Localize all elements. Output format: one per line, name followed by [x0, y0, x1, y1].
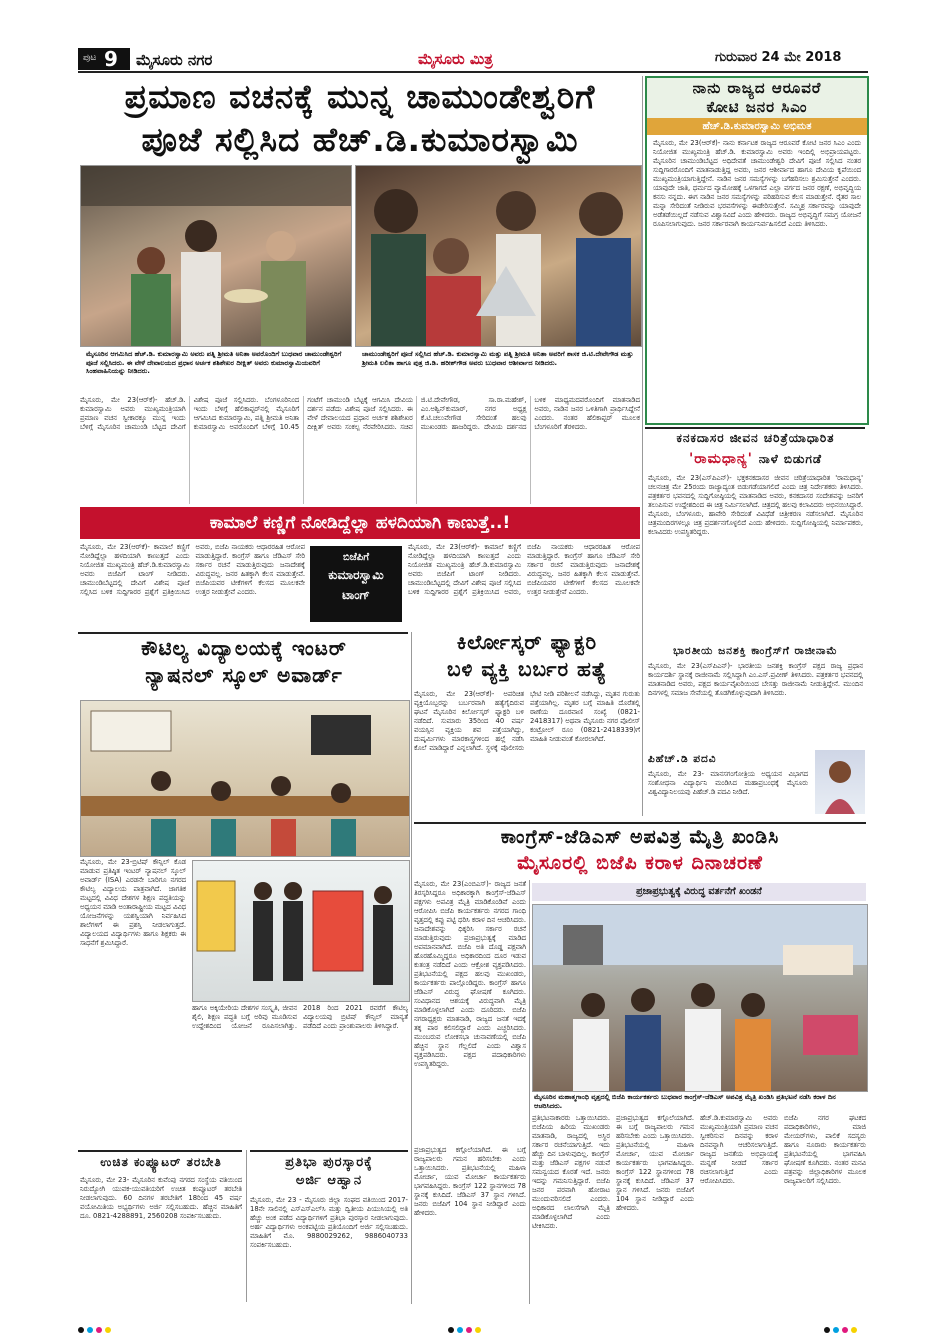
jaundice-tag-3: ಟಾಂಗ್ [342, 588, 370, 602]
column-separator [411, 632, 412, 1304]
phd-headline: ಪಿಹೆಚ್.ಡಿ ಪದವಿ [648, 753, 717, 765]
kanaka-headline: ಕನಕದಾಸರ ಜೀವನ ಚರಿತ್ರೆಯಾಧಾರಿತ [676, 431, 835, 445]
masthead-rule [78, 71, 868, 73]
prathibha-headline-line-1: ಪ್ರತಿಭಾ ಪುರಸ್ಕಾರಕ್ಕೆ [285, 1155, 373, 1170]
prathibha-headline [250, 1156, 408, 1187]
page-number-badge [78, 48, 130, 70]
protest-col-lead: ಪ್ರಜಾಪ್ರಭುತ್ವದ ಕಗ್ಗೊಲೆಯಾಗಿದೆ. ಈ ಬಗ್ಗೆ ರಾಜ್ಯಪಾಲರು ಗಮನ ಹರಿಸಬೇಕು ಎಂದು ಒತ್ತಾಯಿಸಿದರು. ಪ್ರತಿಭಟನೆಯಲ್ಲಿ ಮಹಿಳಾ ಮೋರ್ಚಾ, ಯುವ ಮೋರ್ಚಾ ಕಾರ್ಯಕರ್ತರು ಭಾಗವಹಿಸಿದ್ದರು. ಕಾಂಗ್ರೆಸ್ 122 ಸ್ಥಾನಗಳಿಂದ 78 ಸ್ಥಾನಕ್ಕೆ ಕುಸಿದಿದೆ. ಜೆಡಿಎಸ್ 37 ಸ್ಥಾನ ಗಳಿಸಿದೆ. ಜನರು ಬಿಜೆಪಿಗೆ 104 ಸ್ಥಾನ ನೀಡಿದ್ದಾರೆ ಎಂದು ಹೇಳಿದರು. [414, 1146, 526, 1217]
jaundice-body-right: ಮೈಸೂರು, ಮೇ 23(ಆರ್‌ಕೆ)- ಕಾಮಾಲೆ ಕಣ್ಣಿಗೆ ನೋಡಿದ್ದೆಲ್ಲಾ ಹಳದಿಯಾಗಿ ಕಾಣುತ್ತದೆ ಎಂದು ನಿಯೋಜಿತ ಮುಖ್ಯಮಂತ್ರಿ ಹೆಚ್.ಡಿ.ಕುಮಾರಸ್ವಾಮಿ ಅವರು ಬಿಜೆಪಿಗೆ ಟಾಂಗ್ ನೀಡಿದರು. ಚಾಮುಂಡಿಬೆಟ್ಟದಲ್ಲಿ ದೇವಿಗೆ ವಿಶೇಷ ಪೂಜೆ ಸಲ್ಲಿಸಿದ ಬಳಿಕ ಸುದ್ದಿಗಾರರ ಪ್ರಶ್ನೆಗೆ ಪ್ರತಿಕ್ರಿಯಿಸಿದ ಅವರು, ಬಿಜೆಪಿ ನಾಯಕರು ಆಧಾರರಹಿತ ಆರೋಪ ಮಾಡುತ್ತಿದ್ದಾರೆ. ಕಾಂಗ್ರೆಸ್ ಹಾಗೂ ಜೆಡಿಎಸ್ ಸೇರಿ ಸರ್ಕಾರ ರಚನೆ ಮಾಡುತ್ತಿರುವುದು ಜನಾದೇಶಕ್ಕೆ ವಿರುದ್ಧವಲ್ಲ. ಜನರ ಹಿತಕ್ಕಾಗಿ ಕೆಲಸ ಮಾಡುತ್ತೇವೆ. ಬಿಜೆಪಿಯವರ ಟೀಕೆಗಳಿಗೆ ಕೆಲಸದ ಮೂಲಕವೇ ಉತ್ತರ ನೀಡುತ್ತೇವೆ ಎಂದರು. [408, 543, 640, 596]
kanaka-body: ಮೈಸೂರು, ಮೇ 23(ಎಸ್‌ಪಿಎನ್)- ಭಕ್ತಕನಕದಾಸರ ಜೀವನ ಚರಿತ್ರೆಯಾಧಾರಿತ 'ರಾಮಧಾನ್ಯ' ಚಲನಚಿತ್ರ ಮೇ 25ರಂದು ರಾಜ್ಯಾದ್ಯಂತ ಬಿಡುಗಡೆಯಾಗಲಿದೆ ಎಂದು ಚಿತ್ರ ನಿರ್ದೇಶಕರು ತಿಳಿಸಿದರು. ಪತ್ರಕರ್ತರ ಭವನದಲ್ಲಿ ಸುದ್ದಿಗೋಷ್ಠಿಯಲ್ಲಿ ಮಾತನಾಡಿದ ಅವರು, ಕನಕದಾಸರ ಸಂದೇಶವನ್ನು ಜನರಿಗೆ ತಲುಪಿಸುವ ಉದ್ದೇಶದಿಂದ ಈ ಚಿತ್ರ ನಿರ್ಮಿಸಲಾಗಿದೆ. ಚಿತ್ರದಲ್ಲಿ ಹಲವು ಕಲಾವಿದರು ಅಭಿನಯಿಸಿದ್ದಾರೆ. ಮೈಸೂರು, ಬೆಂಗಳೂರು, ಹಾವೇರಿ ಸೇರಿದಂತೆ ವಿವಿಧೆಡೆ ಚಿತ್ರೀಕರಣ ನಡೆಸಲಾಗಿದೆ. ಮೈಸೂರಿನ ಚಿತ್ರಮಂದಿರಗಳಲ್ಲೂ ಚಿತ್ರ ಪ್ರದರ್ಶನಗೊಳ್ಳಲಿದೆ ಎಂದು ಹೇಳಿದರು. ಸುದ್ದಿಗೋಷ್ಠಿಯಲ್ಲಿ ನಿರ್ಮಾಪಕರು, ಕಲಾವಿದರು ಉಪಸ್ಥಿತರಿದ್ದರು. [648, 474, 863, 536]
jaundice-tag-box [310, 546, 402, 622]
phd-portrait [815, 750, 865, 814]
sidebar-headline-line-2: ಕೋಟಿ ಜನರ ಸಿಎಂ [706, 97, 808, 116]
bharatiya-body: ಮೈಸೂರು, ಮೇ 23(ಎಸ್‌ಪಿಎನ್)- ಭಾರತೀಯ ಜನಶಕ್ತಿ ಕಾಂಗ್ರೆಸ್ ಪಕ್ಷದ ರಾಜ್ಯ ಪ್ರಧಾನ ಕಾರ್ಯದರ್ಶಿ ಸ್ಥಾನಕ್ಕೆ ರಾಜೀನಾಮೆ ಸಲ್ಲಿಸಿದ್ದಾಗಿ ಎಂ.ಎಸ್.ಪ್ರವೀಣ್ ತಿಳಿಸಿದರು. ಪತ್ರಕರ್ತರ ಭವನದಲ್ಲಿ ಮಾತನಾಡಿದ ಅವರು, ಪಕ್ಷದ ಕಾರ್ಯವೈಖರಿಯಿಂದ ಬೇಸತ್ತು ರಾಜೀನಾಮೆ ನೀಡುತ್ತಿದ್ದೇನೆ. ಮುಂದಿನ ದಿನಗಳಲ್ಲಿ ಸಮಾಜ ಸೇವೆಯಲ್ಲಿ ತೊಡಗಿಕೊಳ್ಳುವುದಾಗಿ ತಿಳಿಸಿದರು. [648, 662, 863, 697]
protest-col-d: ಬಿಜೆಪಿ ನಗರ ಘಟಕದ ಪದಾಧಿಕಾರಿಗಳು, ಮಾಜಿ ಮೇಯರ್‌ಗಳು, ಪಾಲಿಕೆ ಸದಸ್ಯರು ಹಾಗೂ ನೂರಾರು ಕಾರ್ಯಕರ್ತರು ಪ್ರತಿಭಟನೆಯಲ್ಲಿ ಭಾಗವಹಿಸಿ ಘೋಷಣೆ ಕೂಗಿದರು. ನಂತರ ಮನವಿ ಪತ್ರವನ್ನು ಜಿಲ್ಲಾಧಿಕಾರಿಗಳ ಮೂಲಕ ರಾಜ್ಯಪಾಲರಿಗೆ ಸಲ್ಲಿಸಿದರು. [784, 1114, 866, 1185]
protest-headline-line-1: ಕಾಂಗ್ರೆಸ್-ಜೆಡಿಎಸ್ ಅಪವಿತ್ರ ಮೈತ್ರಿ ಖಂಡಿಸಿ [500, 826, 780, 848]
protest-subhead: ಪ್ರಜಾಪ್ರಭುತ್ವಕ್ಕೆ ವಿರುದ್ಧ ವರ್ತನೆಗೆ ಖಂಡನೆ [636, 886, 762, 897]
kanaka-highlight: 'ರಾಮಧಾನ್ಯ' [688, 451, 753, 467]
kirloskar-headline-line-1: ಕಿರ್ಲೋಸ್ಕರ್ ಫ್ಯಾಕ್ಟರಿ [456, 630, 598, 654]
column-separator [529, 880, 530, 1304]
jaundice-banner [80, 507, 640, 539]
protest-col-c: ಹೆಚ್.ಡಿ.ಕುಮಾರಸ್ವಾಮಿ ಅವರು ಮುಖ್ಯಮಂತ್ರಿಯಾಗಿ ಪ್ರಮಾಣ ವಚನ ಸ್ವೀಕರಿಸುವ ದಿನವನ್ನು ಕರಾಳ ದಿನವನ್ನಾಗಿ ಆಚರಿಸಲಾಗುತ್ತಿದೆ. ರಾಜ್ಯದ ಜನತೆಯ ಅಭಿಪ್ರಾಯಕ್ಕೆ ಮನ್ನಣೆ ನೀಡದೆ ಸರ್ಕಾರ ರಚಿಸಲಾಗುತ್ತಿದೆ ಎಂದು ಆರೋಪಿಸಿದರು. [700, 1114, 778, 1185]
column-separator [246, 1150, 247, 1302]
kautilya-headline-line-2: ನ್ಯಾಷನಲ್ ಸ್ಕೂಲ್ ಅವಾರ್ಡ್ [145, 663, 343, 687]
kautilya-photo-classroom [80, 700, 410, 857]
protest-body: ಮೈಸೂರು, ಮೇ 23(ಎಂಬಿಎಸ್)- ರಾಜ್ಯದ ಜನತೆ ತಿರಸ್ಕರಿಸಿದ್ದರೂ ಅಧಿಕಾರಕ್ಕಾಗಿ ಕಾಂಗ್ರೆಸ್-ಜೆಡಿಎಸ್ ಪಕ್ಷಗಳು ಅಪವಿತ್ರ ಮೈತ್ರಿ ಮಾಡಿಕೊಂಡಿವೆ ಎಂದು ಆರೋಪಿಸಿ ಬಿಜೆಪಿ ಕಾರ್ಯಕರ್ತರು ನಗರದ ಗಾಂಧಿ ವೃತ್ತದಲ್ಲಿ ಕಪ್ಪು ಪಟ್ಟಿ ಧರಿಸಿ ಕರಾಳ ದಿನ ಆಚರಿಸಿದರು. ಜನಾದೇಶವನ್ನು ಧಿಕ್ಕರಿಸಿ ಸರ್ಕಾರ ರಚನೆ ಮಾಡುತ್ತಿರುವುದು ಪ್ರಜಾಪ್ರಭುತ್ವಕ್ಕೆ ಮಾಡಿದ ಅಪಮಾನವಾಗಿದೆ. ಬಿಜೆಪಿ ಅತಿ ದೊಡ್ಡ ಪಕ್ಷವಾಗಿ ಹೊರಹೊಮ್ಮಿದ್ದರೂ ಅಧಿಕಾರದಿಂದ ದೂರ ಇಡುವ ಕುತಂತ್ರ ನಡೆದಿದೆ ಎಂದು ಆಕ್ರೋಶ ವ್ಯಕ್ತಪಡಿಸಿದರು. ಪ್ರತಿಭಟನೆಯಲ್ಲಿ ಪಕ್ಷದ ಹಲವು ಮುಖಂಡರು, ಕಾರ್ಯಕರ್ತರು ಪಾಲ್ಗೊಂಡಿದ್ದರು. ಕಾಂಗ್ರೆಸ್ ಹಾಗೂ ಜೆಡಿಎಸ್ ವಿರುದ್ಧ ಘೋಷಣೆ ಕೂಗಿದರು. ಸಂವಿಧಾನದ ಆಶಯಕ್ಕೆ ವಿರುದ್ಧವಾಗಿ ಮೈತ್ರಿ ಮಾಡಿಕೊಳ್ಳಲಾಗಿದೆ ಎಂದು ದೂರಿದರು. ಬಿಜೆಪಿ ನಗರಾಧ್ಯಕ್ಷರು ಮಾತನಾಡಿ, ರಾಜ್ಯದ ಜನತೆ ಇದಕ್ಕೆ ತಕ್ಕ ಪಾಠ ಕಲಿಸಲಿದ್ದಾರೆ ಎಂದು ಎಚ್ಚರಿಸಿದರು. ಮುಂಬರುವ ಲೋಕಸಭಾ ಚುನಾವಣೆಯಲ್ಲಿ ಬಿಜೆಪಿ ಹೆಚ್ಚಿನ ಸ್ಥಾನ ಗೆಲ್ಲಲಿದೆ ಎಂದು ವಿಶ್ವಾಸ ವ್ಯಕ್ತಪಡಿಸಿದರು. ಪಕ್ಷದ ಪದಾಧಿಕಾರಿಗಳು ಉಪಸ್ಥಿತರಿದ್ದರು. [414, 880, 526, 1068]
registration-dots-right [824, 1318, 860, 1337]
page-label: ಪುಟ [83, 53, 97, 63]
lead-body: ಮೈಸೂರು, ಮೇ 23(ಆರ್‌ಕೆ)- ಹೆಚ್.ಡಿ. ಕುಮಾರಸ್ವಾಮಿ ಅವರು ಮುಖ್ಯಮಂತ್ರಿಯಾಗಿ ಪ್ರಮಾಣ ವಚನ ಸ್ವೀಕಾರಕ್ಕೂ ಮುನ್ನ ಇಂದು ಬೆಳಿಗ್ಗೆ ಮೈಸೂರಿನ ಚಾಮುಂಡಿ ಬೆಟ್ಟದ ದೇವಿಗೆ ವಿಶೇಷ ಪೂಜೆ ಸಲ್ಲಿಸಿದರು. ಬೆಂಗಳೂರಿನಿಂದ ಇಂದು ಬೆಳಿಗ್ಗೆ ಹೆಲಿಕಾಪ್ಟರ್‌ನಲ್ಲಿ ಮೈಸೂರಿಗೆ ಆಗಮಿಸಿದ ಕುಮಾರಸ್ವಾಮಿ, ಪತ್ನಿ ಶ್ರೀಮತಿ ಅನಿತಾ ಕುಮಾರಸ್ವಾಮಿ ಅವರೊಂದಿಗೆ ಬೆಳಿಗ್ಗೆ 10.45 ಗಂಟೆಗೆ ಚಾಮುಂಡಿ ಬೆಟ್ಟಕ್ಕೆ ಆಗಮಿಸಿ ದೇವಿಯ ದರ್ಶನ ಪಡೆದು ವಿಶೇಷ ಪೂಜೆ ಸಲ್ಲಿಸಿದರು. ಈ ವೇಳೆ ದೇವಾಲಯದ ಪ್ರಧಾನ ಅರ್ಚಕ ಶಶಿಶೇಖರ ದೀಕ್ಷಿತ್ ಅವರು ಸಂಕಲ್ಪ ನೆರವೇರಿಸಿದರು. ಸಚಿವ ಜಿ.ಟಿ.ದೇವೇಗೌಡ, ಸಾ.ರಾ.ಮಹೇಶ್, ಎಂ.ಅಶ್ವಿನ್‌ಕುಮಾರ್, ನಗರ ಅಧ್ಯಕ್ಷ ಕೆ.ಟಿ.ಚಲುವೇಗೌಡ ಸೇರಿದಂತೆ ಹಲವು ಮುಖಂಡರು ಹಾಜರಿದ್ದರು. ದೇವಿಯ ದರ್ಶನದ ಬಳಿಕ ಮಾಧ್ಯಮದವರೊಂದಿಗೆ ಮಾತನಾಡಿದ ಅವರು, ನಾಡಿನ ಜನರ ಒಳಿತಿಗಾಗಿ ಪ್ರಾರ್ಥಿಸಿದ್ದೇನೆ ಎಂದರು. ನಂತರ ಹೆಲಿಕಾಪ್ಟರ್ ಮೂಲಕ ಬೆಂಗಳೂರಿಗೆ ತೆರಳಿದರು. [80, 396, 640, 431]
sidebar-headline-line-1: ನಾನು ರಾಜ್ಯದ ಆರೂವರೆ [692, 79, 822, 97]
sidebar-subhead: ಹೆಚ್.ಡಿ.ಕುಮಾರಸ್ವಾಮಿ ಅಭಿಮತ [647, 118, 867, 135]
kanaka-rule [645, 427, 865, 429]
computer-headline: ಉಚಿತ ಕಂಪ್ಯೂಟರ್ ತರಬೇತಿ [100, 1155, 222, 1169]
lead-caption-left: ಮೈಸೂರಿನ ಆಗಮಿಸಿದ ಹೆಚ್.ಡಿ. ಕುಮಾರಸ್ವಾಮಿ ಅವರು ಪತ್ನಿ ಶ್ರೀಮತಿ ಅನಿತಾ ಅವರೊಂದಿಗೆ ಬುಧವಾರ ಚಾಮುಂಡೇಶ್ವರಿಗೆ ಪೂಜೆ ಸಲ್ಲಿಸಿದರು. ಈ ವೇಳೆ ದೇವಾಲಯದ ಪ್ರಧಾನ ಅರ್ಚಕ ಶಶಿಶೇಖರ ದೀಕ್ಷಿತ್ ಅವರು ಕುಮಾರಸ್ವಾಮಿಯವರಿಗೆ ಸಿಂಹವಾಹಿನಿಯನ್ನು ನೀಡಿದರು. [86, 350, 342, 375]
protest-photo [532, 904, 868, 1092]
section-name: ಮೈಸೂರು ನಗರ [136, 51, 213, 69]
protest-photo-art [533, 905, 867, 1091]
kanaka-headline-line-2 [648, 452, 863, 467]
lead-photo-right [355, 165, 642, 347]
kautilya-body-1: ಮೈಸೂರು, ಮೇ 23-ಬ್ರಿಟಿಷ್ ಕೌನ್ಸಿಲ್ ಕೊಡ ಮಾಡುವ ಪ್ರತಿಷ್ಠಿತ ಇಂಟರ್ ನ್ಯಾಷನಲ್ ಸ್ಕೂಲ್ ಅವಾರ್ಡ್ (ISA) ಎರಡನೇ ಬಾರಿಗೂ ನಗರದ ಕೌಟಿಲ್ಯ ವಿದ್ಯಾಲಯ ಪಾತ್ರವಾಗಿದೆ. ಜಾಗತಿಕ ಮಟ್ಟದಲ್ಲಿ ವಿವಿಧ ದೇಶಗಳ ಶಿಕ್ಷಣ ಪದ್ಧತಿಯನ್ನು ಅಧ್ಯಯನ ಮಾಡಿ ಅಂತಾರಾಷ್ಟ್ರೀಯ ಮಟ್ಟದ ವಿವಿಧ ಯೋಜನೆಗಳನ್ನು ಯಶಸ್ವಿಯಾಗಿ ನಿರ್ವಹಿಸಿದ ಶಾಲೆಗಳಿಗೆ ಈ ಪ್ರಶಸ್ತಿ ನೀಡಲಾಗುತ್ತದೆ. ವಿದ್ಯಾಲಯದ ವಿದ್ಯಾರ್ಥಿಗಳು ಹಾಗೂ ಶಿಕ್ಷಕರು ಈ ಸಾಧನೆಗೆ ಶ್ರಮಿಸಿದ್ದಾರೆ. [80, 858, 186, 947]
kautilya-photo-students-art [193, 861, 409, 1001]
phd-body: ಮೈಸೂರು, ಮೇ 23- ಮಾನಸಗಂಗೋತ್ರಿಯ ಅಧ್ಯಯನ ವಿಭಾಗದ ಸಂಶೋಧನಾ ವಿದ್ಯಾರ್ಥಿನಿ ಮಂಡಿಸಿದ ಮಹಾಪ್ರಬಂಧಕ್ಕೆ ಮೈಸೂರು ವಿಶ್ವವಿದ್ಯಾನಿಲಯವು ಪಿಹೆಚ್.ಡಿ ಪದವಿ ನೀಡಿದೆ. [648, 770, 808, 796]
computer-body: ಮೈಸೂರು, ಮೇ 23- ಮೈಸೂರಿನ ಕುವೆಂಪು ನಗರದ ಸಂಸ್ಥೆಯ ವತಿಯಿಂದ ನಿರುದ್ಯೋಗಿ ಯುವಕ-ಯುವತಿಯರಿಗೆ ಉಚಿತ ಕಂಪ್ಯೂಟರ್ ತರಬೇತಿ ನೀಡಲಾಗುವುದು. 60 ದಿನಗಳ ತರಬೇತಿಗೆ 18ರಿಂದ 45 ವರ್ಷ ವಯೋಮಿತಿಯ ಅಭ್ಯರ್ಥಿಗಳು ಅರ್ಜಿ ಸಲ್ಲಿಸಬಹುದು. ಹೆಚ್ಚಿನ ಮಾಹಿತಿಗೆ ದೂ. 0821-4288891, 2560208 ಸಂಪರ್ಕಿಸಬಹುದು. [80, 1176, 242, 1220]
issue-date: ಗುರುವಾರ 24 ಮೇ 2018 [715, 50, 842, 65]
protest-col-a: ಪ್ರತಿಭಟನಾಕಾರರು ಒತ್ತಾಯಿಸಿದರು. ಬಿಜೆಪಿಯ ಹಿರಿಯ ಮುಖಂಡರು ಮಾತನಾಡಿ, ರಾಜ್ಯದಲ್ಲಿ ಅಸ್ಥಿರ ಸರ್ಕಾರ ರಚನೆಯಾಗುತ್ತಿದೆ. ಇದು ಹೆಚ್ಚು ದಿನ ಬಾಳುವುದಿಲ್ಲ. ಕಾಂಗ್ರೆಸ್ ಮತ್ತು ಜೆಡಿಎಸ್ ಪಕ್ಷಗಳ ನಡುವೆ ಸಮನ್ವಯದ ಕೊರತೆ ಇದೆ. ಜನರು ಇದನ್ನು ಗಮನಿಸುತ್ತಿದ್ದಾರೆ. ಬಿಜೆಪಿ ಜನರ ಪರವಾಗಿ ಹೋರಾಟ ಮುಂದುವರಿಸಲಿದೆ ಎಂದರು. ಅಧಿಕಾರದ ಲಾಲಸೆಗಾಗಿ ಮೈತ್ರಿ ಮಾಡಿಕೊಳ್ಳಲಾಗಿದೆ ಎಂದು ಟೀಕಿಸಿದರು. [532, 1114, 610, 1230]
prathibha-body: ಮೈಸೂರು, ಮೇ 23 - ಮೈಸೂರು ಜಿಲ್ಲಾ ಸಂಘದ ವತಿಯಿಂದ 2017-18ನೇ ಸಾಲಿನಲ್ಲಿ ಎಸ್ಎಸ್ಎಲ್‌ಸಿ ಮತ್ತು ದ್ವಿತೀಯ ಪಿಯುಸಿಯಲ್ಲಿ ಅತಿ ಹೆಚ್ಚು ಅಂಕ ಪಡೆದ ವಿದ್ಯಾರ್ಥಿಗಳಿಗೆ ಪ್ರತಿಭಾ ಪುರಸ್ಕಾರ ನೀಡಲಾಗುವುದು. ಅರ್ಹ ವಿದ್ಯಾರ್ಥಿಗಳು ಅಂಕಪಟ್ಟಿಯ ಪ್ರತಿಯೊಂದಿಗೆ ಅರ್ಜಿ ಸಲ್ಲಿಸಬಹುದು. ಮಾಹಿತಿಗೆ ಮೊ. 9880029262, 9886040733 ಸಂಪರ್ಕಿಸಬಹುದು. [250, 1196, 408, 1249]
jaundice-body-left: ಮೈಸೂರು, ಮೇ 23(ಆರ್‌ಕೆ)- ಕಾಮಾಲೆ ಕಣ್ಣಿಗೆ ನೋಡಿದ್ದೆಲ್ಲಾ ಹಳದಿಯಾಗಿ ಕಾಣುತ್ತದೆ ಎಂದು ನಿಯೋಜಿತ ಮುಖ್ಯಮಂತ್ರಿ ಹೆಚ್.ಡಿ.ಕುಮಾರಸ್ವಾಮಿ ಅವರು ಬಿಜೆಪಿಗೆ ಟಾಂಗ್ ನೀಡಿದರು. ಚಾಮುಂಡಿಬೆಟ್ಟದಲ್ಲಿ ದೇವಿಗೆ ವಿಶೇಷ ಪೂಜೆ ಸಲ್ಲಿಸಿದ ಬಳಿಕ ಸುದ್ದಿಗಾರರ ಪ್ರಶ್ನೆಗೆ ಪ್ರತಿಕ್ರಿಯಿಸಿದ ಅವರು, ಬಿಜೆಪಿ ನಾಯಕರು ಆಧಾರರಹಿತ ಆರೋಪ ಮಾಡುತ್ತಿದ್ದಾರೆ. ಕಾಂಗ್ರೆಸ್ ಹಾಗೂ ಜೆಡಿಎಸ್ ಸೇರಿ ಸರ್ಕಾರ ರಚನೆ ಮಾಡುತ್ತಿರುವುದು ಜನಾದೇಶಕ್ಕೆ ವಿರುದ್ಧವಲ್ಲ. ಜನರ ಹಿತಕ್ಕಾಗಿ ಕೆಲಸ ಮಾಡುತ್ತೇವೆ. ಬಿಜೆಪಿಯವರ ಟೀಕೆಗಳಿಗೆ ಕೆಲಸದ ಮೂಲಕವೇ ಉತ್ತರ ನೀಡುತ್ತೇವೆ ಎಂದರು. [80, 543, 305, 596]
page-number: 9 [104, 47, 118, 71]
prathibha-headline-line-2: ಅರ್ಜಿ ಆಹ್ವಾನ [295, 1172, 363, 1188]
kanaka-headline-tail: ನಾಳೆ ಬಿಡುಗಡೆ [758, 452, 823, 466]
sidebar-headline [647, 78, 867, 118]
kautilya-headline [80, 638, 408, 686]
jaundice-tag-2: ಕುಮಾರಸ್ವಾಮಿ [328, 568, 384, 582]
kautilya-photo-classroom-art [81, 701, 409, 856]
protest-rule [414, 822, 866, 824]
protest-caption: ಮೈಸೂರಿನ ಮಹಾತ್ಮಗಾಂಧಿ ವೃತ್ತದಲ್ಲಿ ಬಿಜೆಪಿ ಕಾರ್ಯಕರ್ತರು ಬುಧವಾರ ಕಾಂಗ್ರೆಸ್-ಜೆಡಿಎಸ್ ಅಪವಿತ್ರ ಮೈತ್ರಿ ಖಂಡಿಸಿ ಪ್ರತಿಭಟನೆ ನಡೆಸಿ ಕರಾಳ ದಿನ ಆಚರಿಸಿದರು. [534, 1093, 836, 1110]
kautilya-rule [78, 632, 408, 634]
lead-caption-right: ಚಾಮುಂಡೇಶ್ವರಿಗೆ ಪೂಜೆ ಸಲ್ಲಿಸಿದ ಹೆಚ್.ಡಿ. ಕುಮಾರಸ್ವಾಮಿ ಮತ್ತು ಪತ್ನಿ ಶ್ರೀಮತಿ ಅನಿತಾ ಅವರಿಗೆ ಶಾಸಕ ಜಿ.ಟಿ.ದೇವೇಗೌಡ ಮತ್ತು ಶ್ರೀಮತಿ ಲಲಿತಾ ಹಾಗೂ ಪುತ್ರ ಜಿ.ಡಿ. ಹರೀಶ್‌ಗೌಡ ಅವರು ಬುಧವಾರ ಆಶೀರ್ವಾದ ನೀಡಿದರು. [362, 350, 634, 367]
registration-dots-center [448, 1318, 484, 1337]
registration-dots-left [78, 1318, 114, 1337]
protest-headline-line-2: ಮೈಸೂರಲ್ಲಿ ಬಿಜೆಪಿ ಕರಾಳ ದಿನಾಚರಣೆ [517, 852, 763, 874]
lead-photo-left-art [81, 166, 351, 346]
sidebar-box [645, 76, 869, 425]
kautilya-photo-students [192, 860, 410, 1002]
kirloskar-headline-line-2: ಬಳಿ ವ್ಯಕ್ತಿ ಬರ್ಬರ ಹತ್ಯೆ [446, 657, 608, 681]
paper-name: ಮೈಸೂರು ಮಿತ್ರ [418, 50, 493, 68]
computer-rule [78, 1150, 242, 1152]
kautilya-body-2: ಹಾಗೂ ಅಕ್ಕಿಯೇರಿಯ ದೇಶಗಳ ಸಂಸ್ಕೃತಿ, ಜೀವನ ಶೈಲಿ, ಶಿಕ್ಷಣ ಪದ್ಧತಿ ಬಗ್ಗೆ ಅರಿವು ಮೂಡಿಸುವ ಉದ್ದೇಶದಿಂದ ಯೋಜನೆ ರೂಪಿಸಲಾಗಿತ್ತು. 2018 ರಿಂದ 2021 ರವರೆಗೆ ಕೌಟಿಲ್ಯ ವಿದ್ಯಾಲಯವು ಬ್ರಿಟಿಷ್ ಕೌನ್ಸಿಲ್ ಮಾನ್ಯತೆ ಪಡೆದಿದೆ ಎಂದು ಪ್ರಾಂಶುಪಾಲರು ತಿಳಿಸಿದ್ದಾರೆ. [192, 1004, 408, 1030]
kirloskar-headline [414, 632, 640, 680]
protest-col-b: ಪ್ರಜಾಪ್ರಭುತ್ವದ ಕಗ್ಗೊಲೆಯಾಗಿದೆ. ಈ ಬಗ್ಗೆ ರಾಜ್ಯಪಾಲರು ಗಮನ ಹರಿಸಬೇಕು ಎಂದು ಒತ್ತಾಯಿಸಿದರು. ಪ್ರತಿಭಟನೆಯಲ್ಲಿ ಮಹಿಳಾ ಮೋರ್ಚಾ, ಯುವ ಮೋರ್ಚಾ ಕಾರ್ಯಕರ್ತರು ಭಾಗವಹಿಸಿದ್ದರು. ಕಾಂಗ್ರೆಸ್ 122 ಸ್ಥಾನಗಳಿಂದ 78 ಸ್ಥಾನಕ್ಕೆ ಕುಸಿದಿದೆ. ಜೆಡಿಎಸ್ 37 ಸ್ಥಾನ ಗಳಿಸಿದೆ. ಜನರು ಬಿಜೆಪಿಗೆ 104 ಸ್ಥಾನ ನೀಡಿದ್ದಾರೆ ಎಂದು ಹೇಳಿದರು. [616, 1114, 694, 1212]
column-separator [642, 76, 643, 816]
protest-subhead-bar [532, 883, 866, 901]
kirloskar-body: ಮೈಸೂರು, ಮೇ 23(ಆರ್‌ಕೆ)- ಅಪರಿಚಿತ ವ್ಯಕ್ತಿಯೊಬ್ಬರನ್ನು ಬರ್ಬರವಾಗಿ ಹತ್ಯೆಗೈದಿರುವ ಘಟನೆ ಮೈಸೂರಿನ ಕಿರ್ಲೋಸ್ಕರ್ ಫ್ಯಾಕ್ಟರಿ ಬಳಿ ನಡೆದಿದೆ. ಸುಮಾರು 35ರಿಂದ 40 ವರ್ಷ ವಯಸ್ಸಿನ ವ್ಯಕ್ತಿಯ ಶವ ಪತ್ತೆಯಾಗಿದ್ದು, ದುಷ್ಕರ್ಮಿಗಳು ಮಾರಕಾಸ್ತ್ರಗಳಿಂದ ಹಲ್ಲೆ ನಡೆಸಿ ಕೊಲೆ ಮಾಡಿದ್ದಾರೆ ಎನ್ನಲಾಗಿದೆ. ಸ್ಥಳಕ್ಕೆ ಪೊಲೀಸರು ಭೇಟಿ ನೀಡಿ ಪರಿಶೀಲನೆ ನಡೆಸಿದ್ದು, ಮೃತನ ಗುರುತು ಪತ್ತೆಯಾಗಿಲ್ಲ. ಮೃತರ ಬಗ್ಗೆ ಮಾಹಿತಿ ದೊರೆತಲ್ಲಿ ಠಾಣೆಯ ದೂರವಾಣಿ ಸಂಖ್ಯೆ (0821-2418317) ಅಥವಾ ಮೈಸೂರು ನಗರ ಪೊಲೀಸ್ ಕಂಟ್ರೋಲ್ ರೂಂ (0821-2418339)ಗೆ ಮಾಹಿತಿ ನೀಡುವಂತೆ ಕೋರಲಾಗಿದೆ. [414, 690, 640, 752]
lead-photo-left [80, 165, 352, 347]
jaundice-tag-1: ಬಿಜೆಪಿಗೆ [342, 552, 370, 563]
phd-portrait-art [815, 750, 865, 814]
lead-headline-line-1: ಪ್ರಮಾಣ ವಚನಕ್ಕೆ ಮುನ್ನ ಚಾಮುಂಡೇಶ್ವರಿಗೆ [124, 77, 596, 116]
jaundice-headline: ಕಾಮಾಲೆ ಕಣ್ಣಿಗೆ ನೋಡಿದ್ದೆಲ್ಲಾ ಹಳದಿಯಾಗಿ ಕಾಣುತ್ತೆ..! [209, 513, 511, 533]
kautilya-headline-line-1: ಕೌಟಿಲ್ಯ ವಿದ್ಯಾಲಯಕ್ಕೆ ಇಂಟರ್ [141, 636, 347, 660]
lead-headline-line-2: ಪೂಜೆ ಸಲ್ಲಿಸಿದ ಹೆಚ್.ಡಿ.ಕುಮಾರಸ್ವಾಮಿ [141, 119, 579, 159]
lead-headline [80, 77, 640, 159]
sidebar-body: ಮೈಸೂರು, ಮೇ 23(ಆರ್‌ಕೆ)- ನಾನು ಕರ್ನಾಟಕ ರಾಜ್ಯದ ಆರೂವರೆ ಕೋಟಿ ಜನರ ಸಿಎಂ ಎಂದು ನಿಯೋಜಿತ ಮುಖ್ಯಮಂತ್ರಿ ಹೆಚ್.ಡಿ. ಕುಮಾರಸ್ವಾಮಿ ಅವರು ಇಂದಿಲ್ಲಿ ಅಭಿಪ್ರಾಯಪಟ್ಟರು. ಮೈಸೂರಿನ ಚಾಮುಂಡಿಬೆಟ್ಟದ ಅಧಿದೇವತೆ ಚಾಮುಂಡೇಶ್ವರಿ ದೇವಿಗೆ ಪೂಜೆ ಸಲ್ಲಿಸಿದ ನಂತರ ಸುದ್ದಿಗಾರರೊಂದಿಗೆ ಮಾತನಾಡುತ್ತಿದ್ದ ಅವರು, ಜನರ ಆಶೀರ್ವಾದ ಹಾಗೂ ದೇವಿಯ ಕೃಪೆಯಿಂದ ಮುಖ್ಯಮಂತ್ರಿಯಾಗುತ್ತಿದ್ದೇನೆ. ನಾಡಿನ ಜನರ ಸಮಸ್ಯೆಗಳನ್ನು ಬಗೆಹರಿಸಲು ಶ್ರಮಿಸುತ್ತೇನೆ ಎಂದರು. ಯಾವುದೇ ಜಾತಿ, ಧರ್ಮದ ವ್ಯಾಮೋಹಕ್ಕೆ ಒಳಗಾಗದೆ ಎಲ್ಲಾ ವರ್ಗದ ಜನರ ರಕ್ಷಣೆ, ಅಭಿವೃದ್ಧಿಯ ಕನಸು ನನ್ನದು. ಈಗ ನಾಡಿನ ಜನರ ಸಮಸ್ಯೆಗಳನ್ನು ಪರಿಹರಿಸುವ ಕೆಲಸ ಮಾಡುತ್ತೇನೆ. ರೈತರ ಸಾಲ ಮನ್ನಾ ಸೇರಿದಂತೆ ನೀಡಿರುವ ಭರವಸೆಗಳನ್ನು ಈಡೇರಿಸುತ್ತೇನೆ. ಸಮ್ಮಿಶ್ರ ಸರ್ಕಾರವನ್ನು ಯಾವುದೇ ಅಡೆತಡೆಯಿಲ್ಲದೆ ನಡೆಸುವ ವಿಶ್ವಾಸವಿದೆ ಎಂದು ಹೇಳಿದರು. ರಾಜ್ಯದ ಅಭಿವೃದ್ಧಿಗೆ ಸಮಗ್ರ ಯೋಜನೆ ರೂಪಿಸಲಾಗುವುದು. ಜನರ ಸರ್ಕಾರವಾಗಿ ಕಾರ್ಯನಿರ್ವಹಿಸಲಿದೆ ಎಂದು ತಿಳಿಸಿದರು. [653, 138, 861, 228]
lead-photo-right-art [356, 166, 641, 346]
bharatiya-headline: ಭಾರತೀಯ ಜನಶಕ್ತಿ ಕಾಂಗ್ರೆಸ್‌ಗೆ ರಾಜೀನಾಮೆ [673, 645, 838, 657]
prathibha-rule [250, 1150, 408, 1152]
